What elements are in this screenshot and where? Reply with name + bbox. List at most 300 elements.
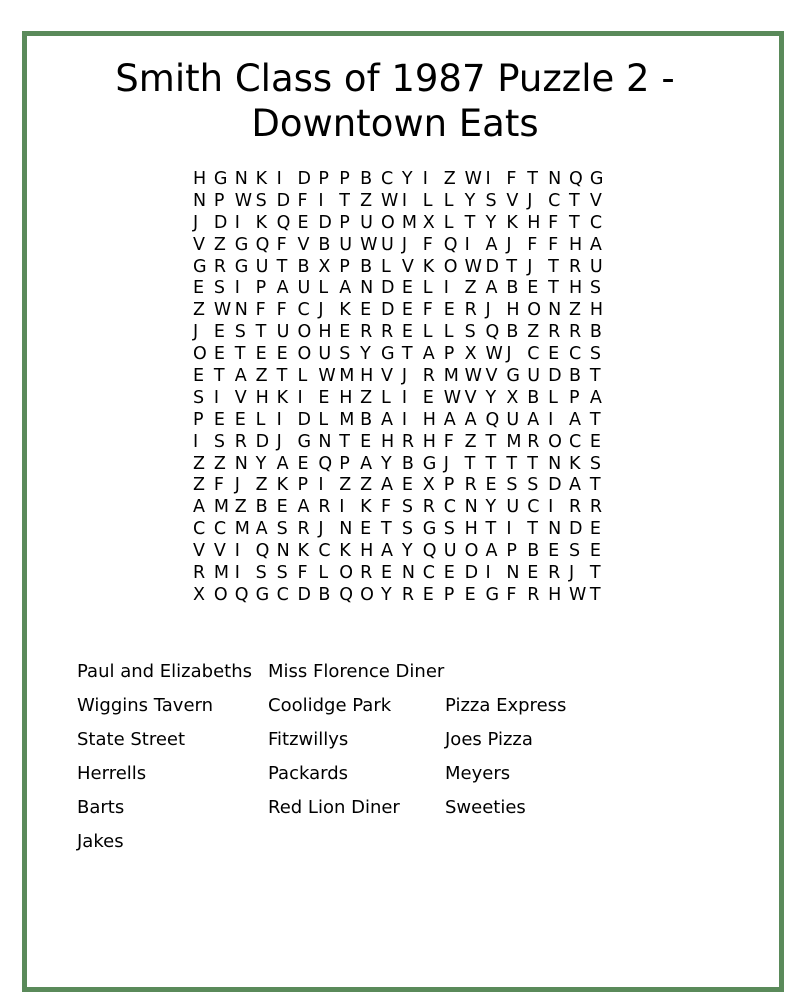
grid-cell[interactable]: S: [255, 190, 267, 211]
grid-cell[interactable]: T: [589, 409, 601, 430]
grid-cell[interactable]: Z: [255, 475, 268, 496]
grid-cell[interactable]: X: [506, 387, 519, 408]
grid-cell[interactable]: J: [193, 322, 199, 343]
grid-cell[interactable]: P: [339, 212, 350, 233]
grid-cell[interactable]: F: [422, 300, 433, 321]
grid-cell[interactable]: M: [234, 519, 250, 540]
grid-cell[interactable]: J: [443, 453, 449, 474]
grid-cell[interactable]: Y: [485, 497, 497, 518]
grid-cell[interactable]: C: [569, 431, 582, 452]
grid-cell[interactable]: T: [589, 584, 601, 605]
grid-cell[interactable]: G: [255, 584, 270, 605]
grid-cell[interactable]: F: [506, 584, 517, 605]
grid-cell[interactable]: I: [234, 278, 240, 299]
grid-cell[interactable]: I: [339, 497, 345, 518]
grid-cell[interactable]: P: [318, 169, 329, 189]
grid-cell[interactable]: P: [339, 169, 350, 189]
grid-cell[interactable]: S: [589, 278, 602, 299]
grid-cell[interactable]: E: [318, 387, 330, 408]
grid-cell[interactable]: T: [589, 366, 601, 387]
grid-cell[interactable]: L: [422, 278, 433, 299]
grid-cell[interactable]: O: [381, 212, 395, 233]
grid-cell[interactable]: C: [276, 584, 289, 605]
grid-cell[interactable]: W: [213, 300, 232, 321]
grid-cell[interactable]: J: [193, 212, 199, 233]
grid-cell[interactable]: W: [464, 366, 482, 387]
grid-cell[interactable]: C: [443, 497, 456, 518]
grid-cell[interactable]: E: [401, 322, 413, 343]
grid-cell[interactable]: J: [506, 344, 512, 365]
grid-cell[interactable]: A: [193, 497, 205, 518]
grid-cell[interactable]: T: [339, 431, 350, 452]
grid-cell[interactable]: E: [589, 541, 601, 562]
grid-cell[interactable]: E: [401, 300, 413, 321]
grid-cell[interactable]: D: [569, 519, 583, 540]
grid-cell[interactable]: P: [443, 344, 455, 365]
grid-cell[interactable]: B: [527, 541, 540, 562]
grid-cell[interactable]: D: [464, 563, 479, 584]
grid-cell[interactable]: Z: [193, 300, 205, 321]
grid-cell[interactable]: V: [193, 234, 205, 255]
grid-cell[interactable]: C: [422, 563, 436, 584]
grid-cell[interactable]: Z: [527, 322, 540, 343]
grid-cell[interactable]: W: [234, 190, 253, 211]
grid-cell[interactable]: O: [548, 431, 562, 452]
grid-cell[interactable]: F: [255, 300, 266, 321]
grid-cell[interactable]: V: [213, 541, 226, 562]
grid-cell[interactable]: C: [527, 344, 540, 365]
grid-cell[interactable]: E: [485, 475, 497, 496]
grid-cell[interactable]: R: [464, 475, 477, 496]
grid-cell[interactable]: N: [339, 519, 353, 540]
grid-cell[interactable]: A: [234, 366, 247, 387]
grid-cell[interactable]: T: [527, 169, 538, 189]
grid-cell[interactable]: G: [213, 169, 228, 189]
grid-cell[interactable]: E: [422, 584, 434, 605]
grid-cell[interactable]: N: [401, 563, 415, 584]
grid-cell[interactable]: E: [297, 453, 309, 474]
grid-cell[interactable]: R: [213, 256, 227, 277]
grid-cell[interactable]: H: [422, 409, 436, 430]
grid-cell[interactable]: K: [339, 300, 351, 321]
grid-cell[interactable]: G: [589, 169, 604, 189]
grid-cell[interactable]: V: [485, 366, 498, 387]
grid-cell[interactable]: T: [506, 453, 518, 474]
grid-cell[interactable]: S: [276, 563, 288, 584]
grid-cell[interactable]: S: [506, 475, 518, 496]
grid-cell[interactable]: R: [401, 431, 415, 452]
grid-cell[interactable]: V: [589, 190, 602, 211]
grid-cell[interactable]: S: [401, 497, 414, 518]
grid-cell[interactable]: N: [234, 169, 248, 189]
grid-cell[interactable]: P: [339, 256, 350, 277]
grid-cell[interactable]: R: [527, 431, 540, 452]
grid-cell[interactable]: L: [318, 278, 329, 299]
grid-cell[interactable]: U: [276, 322, 290, 343]
grid-cell[interactable]: H: [589, 300, 604, 321]
grid-cell[interactable]: R: [193, 563, 206, 584]
grid-cell[interactable]: L: [318, 563, 329, 584]
grid-cell[interactable]: M: [506, 431, 522, 452]
grid-cell[interactable]: S: [213, 431, 225, 452]
grid-cell[interactable]: W: [485, 344, 503, 365]
grid-cell[interactable]: K: [339, 541, 351, 562]
grid-cell[interactable]: L: [381, 387, 391, 408]
grid-cell[interactable]: I: [318, 190, 324, 211]
grid-cell[interactable]: I: [297, 387, 303, 408]
grid-cell[interactable]: S: [234, 322, 246, 343]
grid-cell[interactable]: T: [589, 563, 601, 584]
grid-cell[interactable]: F: [548, 212, 559, 233]
grid-cell[interactable]: W: [443, 387, 461, 408]
grid-cell[interactable]: O: [297, 322, 312, 343]
grid-cell[interactable]: Y: [485, 212, 497, 233]
grid-cell[interactable]: C: [318, 541, 331, 562]
grid-cell[interactable]: A: [276, 453, 289, 474]
grid-cell[interactable]: T: [401, 344, 413, 365]
grid-cell[interactable]: N: [548, 453, 562, 474]
grid-cell[interactable]: E: [548, 344, 560, 365]
grid-cell[interactable]: P: [443, 584, 455, 605]
grid-cell[interactable]: X: [193, 584, 205, 605]
grid-cell[interactable]: P: [506, 541, 517, 562]
grid-cell[interactable]: A: [422, 344, 435, 365]
grid-cell[interactable]: S: [401, 519, 414, 540]
grid-cell[interactable]: R: [589, 497, 603, 518]
grid-cell[interactable]: U: [381, 234, 394, 255]
grid-cell[interactable]: R: [401, 584, 415, 605]
grid-cell[interactable]: E: [213, 322, 225, 343]
grid-cell[interactable]: E: [276, 497, 288, 518]
grid-cell[interactable]: W: [464, 256, 482, 277]
grid-cell[interactable]: R: [422, 497, 435, 518]
grid-cell[interactable]: H: [569, 234, 583, 255]
grid-cell[interactable]: K: [360, 497, 372, 518]
grid-cell[interactable]: L: [443, 212, 454, 233]
grid-cell[interactable]: Y: [401, 169, 413, 189]
grid-cell[interactable]: K: [255, 212, 268, 233]
grid-cell[interactable]: A: [589, 234, 602, 255]
grid-cell[interactable]: T: [234, 344, 246, 365]
grid-cell[interactable]: R: [234, 431, 247, 452]
grid-cell[interactable]: M: [339, 366, 355, 387]
grid-cell[interactable]: U: [297, 278, 311, 299]
grid-cell[interactable]: I: [193, 431, 199, 452]
grid-cell[interactable]: A: [381, 409, 393, 430]
grid-cell[interactable]: E: [193, 278, 205, 299]
grid-cell[interactable]: G: [234, 256, 249, 277]
grid-cell[interactable]: I: [276, 409, 282, 430]
grid-cell[interactable]: I: [443, 278, 449, 299]
grid-cell[interactable]: V: [234, 387, 247, 408]
grid-cell[interactable]: C: [213, 519, 227, 540]
grid-cell[interactable]: H: [360, 541, 374, 562]
grid-cell[interactable]: M: [213, 497, 229, 518]
grid-cell[interactable]: R: [569, 322, 582, 343]
grid-cell[interactable]: G: [193, 256, 207, 277]
grid-cell[interactable]: N: [193, 190, 207, 211]
grid-cell[interactable]: T: [276, 366, 288, 387]
grid-cell[interactable]: Y: [381, 453, 392, 474]
grid-cell[interactable]: F: [276, 234, 287, 255]
grid-cell[interactable]: K: [276, 387, 289, 408]
grid-cell[interactable]: I: [318, 475, 324, 496]
grid-cell[interactable]: F: [506, 169, 517, 189]
grid-cell[interactable]: B: [318, 584, 331, 605]
grid-cell[interactable]: M: [339, 409, 355, 430]
grid-cell[interactable]: N: [318, 431, 332, 452]
grid-cell[interactable]: Z: [360, 387, 373, 408]
grid-cell[interactable]: Q: [485, 409, 500, 430]
grid-cell[interactable]: G: [485, 584, 500, 605]
grid-cell[interactable]: J: [506, 234, 512, 255]
grid-cell[interactable]: T: [255, 322, 267, 343]
grid-cell[interactable]: I: [464, 234, 470, 255]
grid-cell[interactable]: H: [422, 431, 436, 452]
grid-cell[interactable]: B: [360, 169, 373, 189]
grid-cell[interactable]: K: [255, 169, 268, 189]
grid-cell[interactable]: Z: [569, 300, 582, 321]
grid-cell[interactable]: Z: [213, 234, 226, 255]
grid-cell[interactable]: D: [213, 212, 228, 233]
grid-cell[interactable]: M: [213, 563, 229, 584]
grid-cell[interactable]: B: [506, 322, 519, 343]
grid-cell[interactable]: E: [527, 278, 539, 299]
grid-cell[interactable]: S: [569, 541, 581, 562]
grid-cell[interactable]: E: [527, 563, 539, 584]
grid-cell[interactable]: W: [381, 190, 399, 211]
grid-cell[interactable]: G: [506, 366, 520, 387]
grid-cell[interactable]: P: [213, 190, 225, 211]
grid-cell[interactable]: T: [276, 256, 288, 277]
grid-cell[interactable]: H: [381, 431, 395, 452]
grid-cell[interactable]: K: [297, 541, 309, 562]
grid-cell[interactable]: C: [297, 300, 310, 321]
grid-cell[interactable]: H: [360, 366, 374, 387]
grid-cell[interactable]: T: [569, 212, 580, 233]
grid-cell[interactable]: G: [422, 519, 437, 540]
grid-cell[interactable]: E: [443, 563, 455, 584]
grid-cell[interactable]: G: [234, 234, 249, 255]
grid-cell[interactable]: F: [443, 431, 454, 452]
grid-cell[interactable]: P: [297, 475, 309, 496]
grid-cell[interactable]: T: [464, 453, 476, 474]
grid-cell[interactable]: N: [464, 497, 478, 518]
grid-cell[interactable]: L: [422, 190, 433, 211]
grid-cell[interactable]: N: [234, 453, 248, 474]
grid-cell[interactable]: B: [360, 256, 373, 277]
grid-cell[interactable]: B: [589, 322, 602, 343]
grid-cell[interactable]: B: [401, 453, 414, 474]
grid-cell[interactable]: H: [318, 322, 332, 343]
grid-cell[interactable]: J: [527, 256, 533, 277]
grid-cell[interactable]: Q: [569, 169, 583, 189]
grid-cell[interactable]: Q: [339, 584, 354, 605]
grid-cell[interactable]: U: [527, 366, 541, 387]
grid-cell[interactable]: J: [485, 300, 491, 321]
grid-cell[interactable]: B: [569, 366, 582, 387]
grid-cell[interactable]: L: [255, 409, 266, 430]
grid-cell[interactable]: A: [381, 475, 393, 496]
grid-cell[interactable]: A: [485, 278, 498, 299]
grid-cell[interactable]: A: [339, 278, 352, 299]
grid-cell[interactable]: A: [381, 541, 393, 562]
grid-cell[interactable]: R: [527, 584, 540, 605]
grid-cell[interactable]: V: [297, 234, 310, 255]
grid-cell[interactable]: H: [506, 300, 520, 321]
grid-cell[interactable]: E: [360, 300, 372, 321]
grid-cell[interactable]: H: [527, 212, 541, 233]
grid-cell[interactable]: E: [464, 584, 476, 605]
grid-cell[interactable]: C: [569, 344, 582, 365]
grid-cell[interactable]: X: [318, 256, 331, 277]
grid-cell[interactable]: E: [339, 322, 351, 343]
grid-cell[interactable]: B: [297, 256, 310, 277]
grid-cell[interactable]: I: [401, 190, 408, 211]
grid-cell[interactable]: E: [381, 563, 393, 584]
grid-cell[interactable]: U: [443, 541, 457, 562]
grid-cell[interactable]: T: [548, 256, 559, 277]
grid-cell[interactable]: D: [381, 300, 395, 321]
grid-cell[interactable]: S: [485, 190, 497, 211]
grid-cell[interactable]: W: [360, 234, 378, 255]
grid-cell[interactable]: I: [548, 409, 554, 430]
grid-cell[interactable]: X: [422, 475, 435, 496]
grid-cell[interactable]: E: [297, 212, 309, 233]
grid-cell[interactable]: A: [485, 234, 498, 255]
grid-cell[interactable]: U: [318, 344, 332, 365]
grid-cell[interactable]: U: [339, 234, 353, 255]
grid-cell[interactable]: B: [360, 409, 373, 430]
grid-cell[interactable]: E: [401, 278, 413, 299]
grid-cell[interactable]: Z: [339, 475, 352, 496]
grid-cell[interactable]: S: [589, 453, 602, 474]
grid-cell[interactable]: D: [297, 409, 311, 430]
grid-cell[interactable]: F: [297, 563, 308, 584]
grid-cell[interactable]: F: [548, 234, 559, 255]
grid-cell[interactable]: T: [339, 190, 350, 211]
grid-cell[interactable]: U: [506, 409, 520, 430]
grid-cell[interactable]: V: [506, 190, 519, 211]
grid-cell[interactable]: E: [548, 541, 560, 562]
grid-cell[interactable]: A: [297, 497, 310, 518]
grid-cell[interactable]: S: [193, 387, 205, 408]
grid-cell[interactable]: Q: [255, 541, 270, 562]
grid-cell[interactable]: B: [527, 387, 540, 408]
grid-cell[interactable]: M: [401, 212, 418, 233]
grid-cell[interactable]: Q: [443, 234, 458, 255]
grid-cell[interactable]: T: [213, 366, 225, 387]
grid-cell[interactable]: F: [422, 234, 433, 255]
grid-cell[interactable]: N: [548, 519, 562, 540]
grid-cell[interactable]: I: [234, 212, 240, 233]
grid-cell[interactable]: R: [569, 497, 582, 518]
grid-cell[interactable]: Z: [360, 475, 373, 496]
grid-cell[interactable]: A: [527, 409, 540, 430]
grid-cell[interactable]: P: [443, 475, 455, 496]
grid-cell[interactable]: J: [318, 519, 324, 540]
grid-cell[interactable]: T: [485, 431, 497, 452]
grid-cell[interactable]: T: [506, 256, 518, 277]
grid-cell[interactable]: Y: [255, 453, 267, 474]
grid-cell[interactable]: E: [276, 344, 288, 365]
grid-cell[interactable]: R: [464, 300, 477, 321]
grid-cell[interactable]: J: [401, 366, 408, 387]
grid-cell[interactable]: O: [297, 344, 312, 365]
grid-cell[interactable]: D: [255, 431, 270, 452]
grid-cell[interactable]: Z: [443, 169, 456, 189]
grid-cell[interactable]: H: [339, 387, 353, 408]
grid-cell[interactable]: Y: [381, 584, 392, 605]
grid-cell[interactable]: M: [443, 366, 459, 387]
grid-cell[interactable]: Q: [318, 453, 333, 474]
grid-cell[interactable]: C: [548, 190, 561, 211]
grid-cell[interactable]: H: [255, 387, 269, 408]
grid-cell[interactable]: I: [401, 409, 408, 430]
grid-cell[interactable]: H: [569, 278, 583, 299]
grid-cell[interactable]: V: [401, 256, 414, 277]
grid-cell[interactable]: K: [506, 212, 518, 233]
grid-cell[interactable]: X: [422, 212, 435, 233]
grid-cell[interactable]: V: [193, 541, 205, 562]
grid-cell[interactable]: W: [318, 366, 336, 387]
grid-cell[interactable]: I: [506, 519, 512, 540]
grid-cell[interactable]: J: [318, 300, 324, 321]
grid-cell[interactable]: S: [527, 475, 539, 496]
grid-cell[interactable]: E: [213, 344, 225, 365]
grid-cell[interactable]: I: [422, 169, 428, 189]
grid-cell[interactable]: E: [422, 387, 434, 408]
grid-cell[interactable]: A: [485, 541, 498, 562]
grid-cell[interactable]: P: [255, 278, 267, 299]
grid-cell[interactable]: F: [527, 234, 538, 255]
grid-cell[interactable]: Y: [464, 190, 476, 211]
grid-cell[interactable]: I: [276, 169, 282, 189]
grid-cell[interactable]: T: [485, 519, 497, 540]
grid-cell[interactable]: Z: [464, 431, 477, 452]
grid-cell[interactable]: E: [255, 344, 267, 365]
grid-cell[interactable]: U: [506, 497, 520, 518]
grid-cell[interactable]: G: [422, 453, 437, 474]
grid-cell[interactable]: N: [276, 541, 290, 562]
grid-cell[interactable]: D: [485, 256, 499, 277]
grid-cell[interactable]: N: [506, 563, 520, 584]
grid-cell[interactable]: E: [401, 475, 413, 496]
grid-cell[interactable]: Z: [360, 190, 373, 211]
grid-cell[interactable]: N: [234, 300, 248, 321]
grid-cell[interactable]: R: [569, 256, 582, 277]
grid-cell[interactable]: L: [443, 322, 454, 343]
grid-cell[interactable]: I: [485, 169, 491, 189]
grid-cell[interactable]: P: [339, 453, 350, 474]
grid-cell[interactable]: D: [297, 584, 311, 605]
grid-cell[interactable]: E: [360, 431, 372, 452]
grid-cell[interactable]: O: [464, 541, 479, 562]
grid-cell[interactable]: Z: [193, 453, 205, 474]
grid-cell[interactable]: R: [381, 322, 394, 343]
grid-cell[interactable]: A: [569, 475, 582, 496]
grid-cell[interactable]: L: [443, 190, 454, 211]
grid-cell[interactable]: Q: [234, 584, 249, 605]
grid-cell[interactable]: Y: [401, 541, 413, 562]
grid-cell[interactable]: D: [548, 366, 562, 387]
grid-cell[interactable]: T: [381, 519, 392, 540]
grid-cell[interactable]: Z: [464, 278, 477, 299]
grid-cell[interactable]: U: [360, 212, 373, 233]
grid-cell[interactable]: R: [297, 519, 310, 540]
grid-cell[interactable]: F: [381, 497, 392, 518]
grid-cell[interactable]: S: [464, 322, 476, 343]
